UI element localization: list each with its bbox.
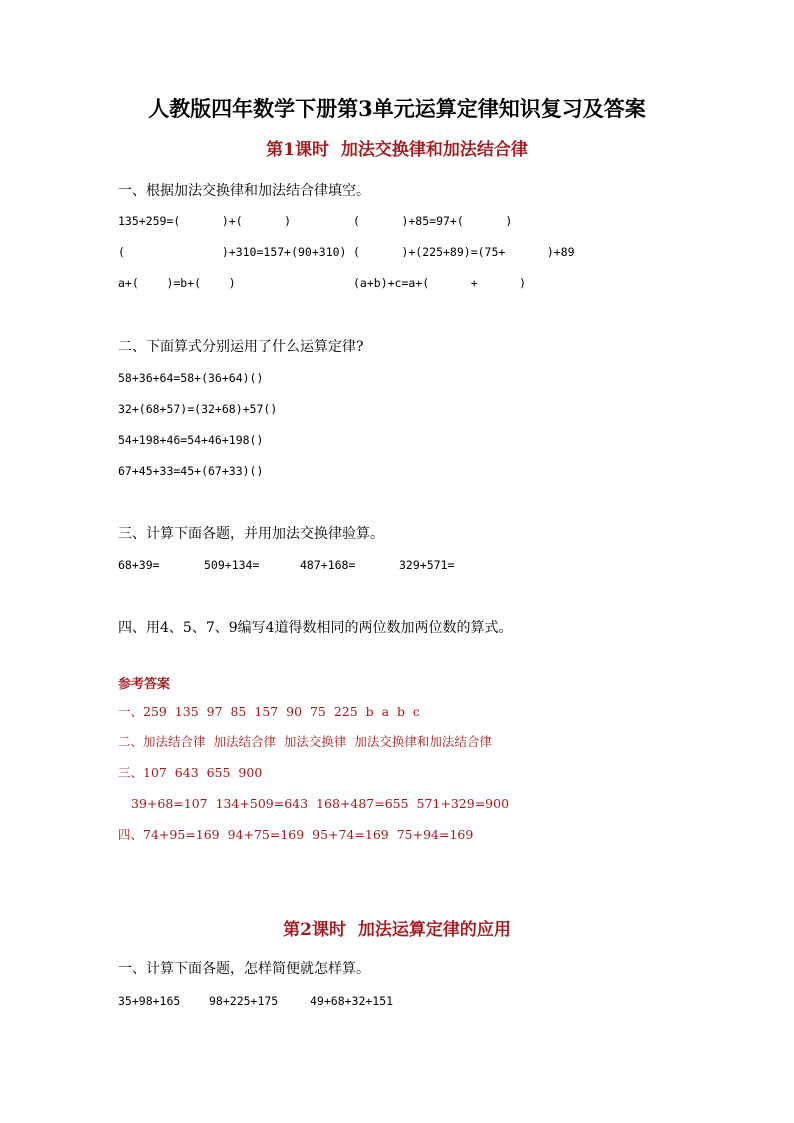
law-item-4: 67+45+33=45+(67+33)() [118,464,264,478]
answer-line-5: 四、74+95=169 94+75=169 95+74=169 75+94=169 [118,827,474,842]
lesson-1-heading: 第1课时 加法交换律和加法结合律 [266,140,528,160]
answer-line-2: 二、加法结合律 加法结合律 加法交换律 加法交换律和加法结合律 [118,734,492,749]
simplify-item-1: 35+98+165 [118,994,181,1008]
law-item-2: 32+(68+57)=(32+68)+57() [118,402,278,416]
fill-blank-row-3-right: (a+b)+c=a+( + ) [353,276,527,290]
calc-item-4: 329+571= [399,558,455,572]
question-4-title: 四、用4、5、7、9编写4道得数相同的两位数加两位数的算式。 [118,620,513,636]
page-title: 人教版四年数学下册第3单元运算定律知识复习及答案 [148,96,646,121]
fill-blank-row-2-left: ( )+310=157+(90+310) [118,245,347,259]
fill-blank-row-3-left: a+( )=b+( ) [118,276,236,290]
calc-item-1: 68+39= [118,558,160,572]
simplify-item-2: 98+225+175 [209,994,279,1008]
answer-line-1: 一、259 135 97 85 157 90 75 225 b a b c [118,704,420,719]
lesson-2-heading: 第2课时 加法运算定律的应用 [283,920,511,940]
question-3-title: 三、计算下面各题，并用加法交换律验算。 [118,526,384,542]
answer-line-4: 39+68=107 134+509=643 168+487=655 571+329=900 [131,796,510,811]
fill-blank-row-2-right: ( )+(225+89)=(75+ )+89 [353,245,575,259]
fill-blank-row-1-left: 135+259=( )+( ) [118,214,292,228]
question-1-title: 一、根据加法交换律和加法结合律填空。 [118,183,370,199]
question-2-title: 二、下面算式分别运用了什么运算定律? [118,339,364,355]
law-item-3: 54+198+46=54+46+198() [118,433,264,447]
lesson-2-question-1-title: 一、计算下面各题，怎样简便就怎样算。 [118,961,370,977]
calc-item-2: 509+134= [204,558,260,572]
fill-blank-row-1-right: ( )+85=97+( ) [353,214,513,228]
simplify-item-3: 49+68+32+151 [310,994,394,1008]
answers-title: 参考答案 [118,677,171,692]
calc-item-3: 487+168= [300,558,356,572]
law-item-1: 58+36+64=58+(36+64)() [118,371,264,385]
answer-line-3: 三、107 643 655 900 [118,765,263,780]
